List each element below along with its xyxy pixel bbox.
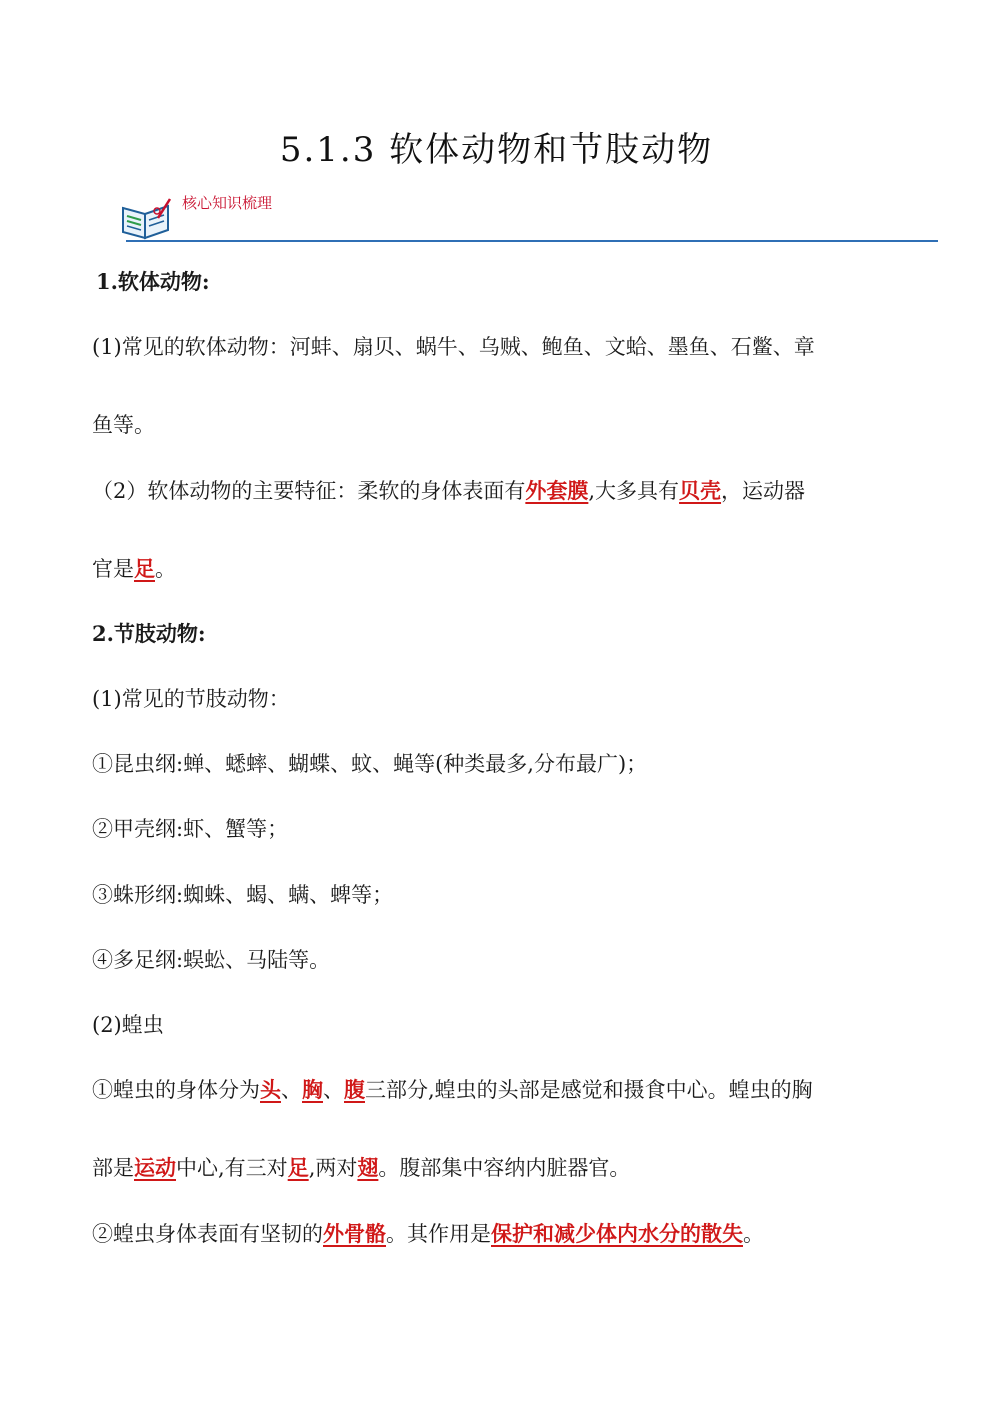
locust-line3 bbox=[92, 1220, 764, 1248]
answer-movement: 运动 bbox=[134, 1155, 176, 1180]
answer-legs: 足 bbox=[287, 1155, 309, 1180]
text: 、 bbox=[281, 1078, 302, 1102]
text: 、 bbox=[323, 1078, 344, 1102]
answer-exoskeleton: 外骨骼 bbox=[323, 1221, 386, 1246]
page-title: 5.1.3 软体动物和节肢动物 bbox=[279, 130, 714, 170]
class-item: ②甲壳纲:虾、蟹等； bbox=[92, 817, 289, 841]
section-banner bbox=[120, 190, 938, 246]
banner-divider bbox=[126, 240, 938, 242]
answer-mantle: 外套膜 bbox=[525, 478, 589, 503]
sec2-para2: (2)蝗虫 bbox=[92, 1013, 164, 1037]
locust-line2 bbox=[92, 1154, 630, 1182]
text: 部是 bbox=[92, 1156, 134, 1180]
text: ，运动器 bbox=[721, 479, 806, 503]
class-item: ①昆虫纲:蝉、蟋蟀、蝴蝶、蚊、蝇等(种类最多,分布最广)； bbox=[92, 752, 648, 776]
text: 。 bbox=[155, 557, 176, 581]
text: 三部分,蝗虫的头部是感觉和摄食中心。蝗虫的胸 bbox=[365, 1078, 813, 1102]
section-1-heading: 1.软体动物: bbox=[96, 269, 210, 294]
text: ②蝗虫身体表面有坚韧的 bbox=[92, 1222, 323, 1246]
answer-wings: 翅 bbox=[357, 1155, 379, 1180]
text: （2）软体动物的主要特征：柔软的身体表面有 bbox=[92, 479, 526, 503]
answer-function: 保护和减少体内水分的散失 bbox=[491, 1221, 743, 1246]
text: ,大多具有 bbox=[588, 479, 680, 503]
text: ,两对 bbox=[308, 1156, 358, 1180]
sec2-para1: (1)常见的节肢动物： bbox=[92, 687, 290, 711]
text: ①蝗虫的身体分为 bbox=[92, 1078, 260, 1102]
class-item: ③蛛形纲:蜘蛛、蝎、螨、蜱等； bbox=[92, 883, 394, 907]
locust-line1 bbox=[92, 1076, 813, 1104]
sec1-para2-line1 bbox=[92, 477, 805, 505]
answer-foot: 足 bbox=[134, 556, 155, 581]
sec1-para1-line1: (1)常见的软体动物：河蚌、扇贝、蜗牛、乌贼、鲍鱼、文蛤、墨鱼、石鳖、章 bbox=[92, 335, 815, 359]
text: 。 bbox=[743, 1222, 764, 1246]
answer-shell: 贝壳 bbox=[679, 478, 722, 503]
section-2-heading: 2.节肢动物: bbox=[92, 621, 206, 646]
banner-label: 核心知识梳理 bbox=[182, 194, 273, 212]
text: 。腹部集中容纳内脏器官。 bbox=[378, 1156, 631, 1180]
text: 中心,有三对 bbox=[176, 1156, 288, 1180]
sec1-para1-line2: 鱼等。 bbox=[92, 413, 155, 437]
book-icon bbox=[120, 196, 174, 240]
text: 。其作用是 bbox=[386, 1222, 491, 1246]
class-item: ④多足纲:蜈蚣、马陆等。 bbox=[92, 948, 331, 972]
answer-thorax: 胸 bbox=[302, 1077, 323, 1102]
sec1-para2-line2 bbox=[92, 555, 176, 583]
text: 官是 bbox=[92, 557, 134, 581]
answer-head: 头 bbox=[260, 1077, 281, 1102]
answer-abdomen: 腹 bbox=[344, 1077, 365, 1102]
